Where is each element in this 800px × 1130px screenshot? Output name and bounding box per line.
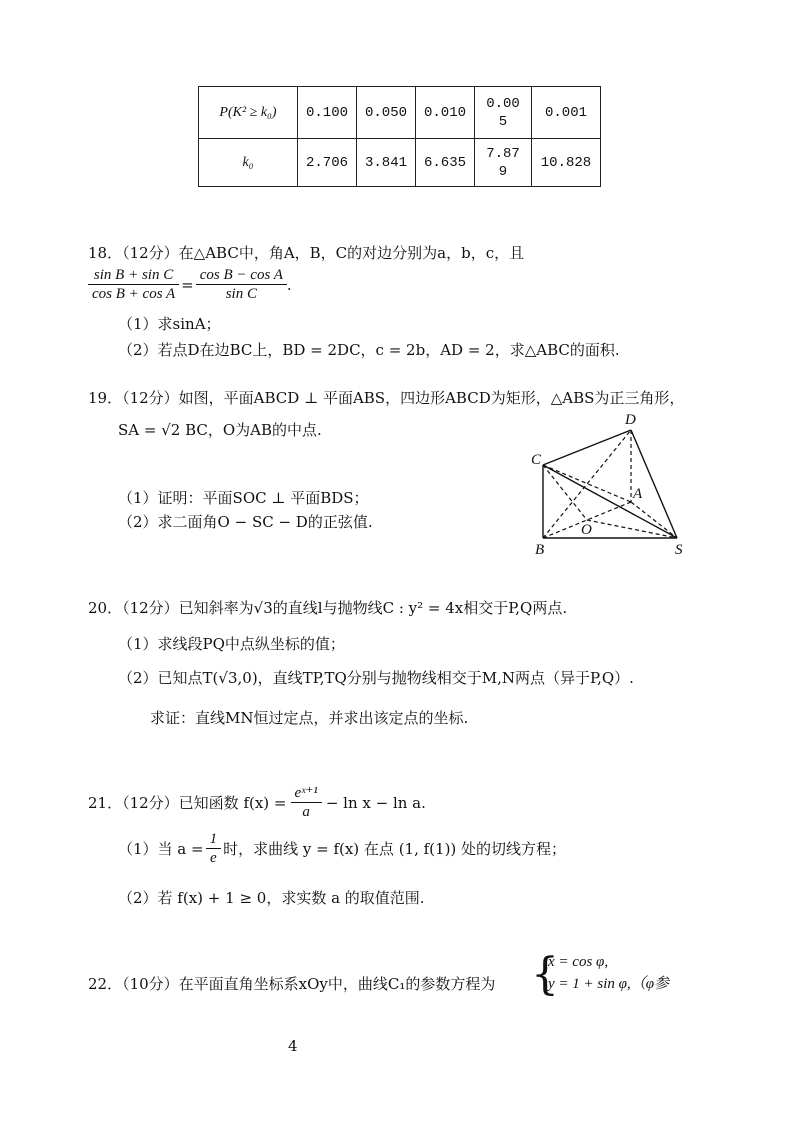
q21-p1-frac-denominator: e [210,850,217,866]
q19-part1: （1）证明：平面SOC ⊥ 平面BDS； [118,489,369,507]
label-b: B [535,542,545,558]
q18-frac2-numerator: cos B − cos A [196,266,287,285]
q21-frac-denominator: a [302,804,310,820]
table-cell: k₀ [199,139,298,187]
q20-part1: （1）求线段PQ中点纵坐标的值； [118,635,345,653]
q18-period: . [286,275,292,294]
label-a: A [633,486,643,502]
q20-header: 20．（12分）已知斜率为√3的直线l与抛物线C : y² = 4x相交于P,Q两点. [88,599,568,617]
q18-frac1-denominator: cos B + cos A [92,286,176,302]
table-cell: 0.010 [416,87,475,139]
critical-value-table [198,86,601,187]
edge-os [587,520,677,538]
q18-equation [88,266,292,303]
table-cell: 0.001 [532,87,601,139]
q19-header: 19．（12分）如图，平面ABCD ⊥ 平面ABS，四边形ABCD为矩形，△ABS为正三角形， [88,389,685,407]
q21-header [88,784,426,821]
table-cell: 7.87 9 [475,139,532,187]
table-cell: 0.00 5 [475,87,532,139]
edge-ds [631,430,677,538]
q18-part1: （1）求sinA； [118,315,221,333]
label-o: O [581,522,592,538]
q18-header: 18．（12分）在△ABC中，角A，B，C的对边分别为a，b，c，且 [88,244,525,262]
table-cell: P(K² ≥ k₀) [199,87,298,139]
edge-cs [543,465,677,538]
table-cell: 3.841 [357,139,416,187]
table-cell: 2.706 [298,139,357,187]
q21-frac-numerator: eˣ⁺¹ [291,784,322,803]
q21-p1-pre: （1）当 a = [118,839,204,858]
q20-part3: 求证：直线MN恒过定点，并求出该定点的坐标. [150,709,469,727]
q22-brace: { [531,949,559,1000]
q22-header: 22．（10分）在平面直角坐标系xOy中，曲线C₁的参数方程为 [88,975,496,993]
q21-fraction [291,784,322,821]
q21-part2: （2）若 f(x) + 1 ≥ 0，求实数 a 的取值范围. [118,889,425,907]
edge-cd [543,430,631,465]
q22-system-line2: y = 1 + sin φ,（φ参 [548,976,670,992]
label-d: D [625,412,636,428]
q18-fraction-2 [196,266,287,303]
q18-frac2-denominator: sin C [225,286,257,302]
table-cell: 0.050 [357,87,416,139]
q21-header-pre: 21．（12分）已知函数 f(x) = [88,793,287,812]
q18-part2: （2）若点D在边BC上，BD = 2DC，c = 2b，AD = 2，求△ABC的面积. [118,341,620,359]
q21-header-post: − ln x − ln a. [325,793,426,812]
table-cell: 6.635 [416,139,475,187]
q22-system-line1: x = cos φ, [548,954,609,970]
q19-part2: （2）求二面角O − SC − D的正弦值. [118,513,373,531]
q18-frac1-numerator: sin B + sin C [88,266,179,285]
q18-fraction-1 [88,266,179,303]
label-c: C [531,452,542,468]
q21-p1-post: 时，求曲线 y = f(x) 在点 (1, f(1)) 处的切线方程； [223,839,567,858]
q21-p1-frac-numerator: 1 [206,830,222,849]
q21-part1 [118,830,566,867]
page-number: 4 [288,1037,298,1055]
q19-line2: SA = √2 BC，O为AB的中点. [118,421,322,439]
label-s: S [675,542,683,558]
q19-pyramid-figure [525,410,695,560]
q20-part2: （2）已知点T(√3,0)，直线TP,TQ分别与抛物线相交于M,N两点（异于P,Q）. [118,669,634,687]
edge-as [631,502,677,538]
q21-p1-fraction [206,830,222,867]
table-cell: 0.100 [298,87,357,139]
table-cell: 10.828 [532,139,601,187]
q18-equals: = [181,275,194,294]
